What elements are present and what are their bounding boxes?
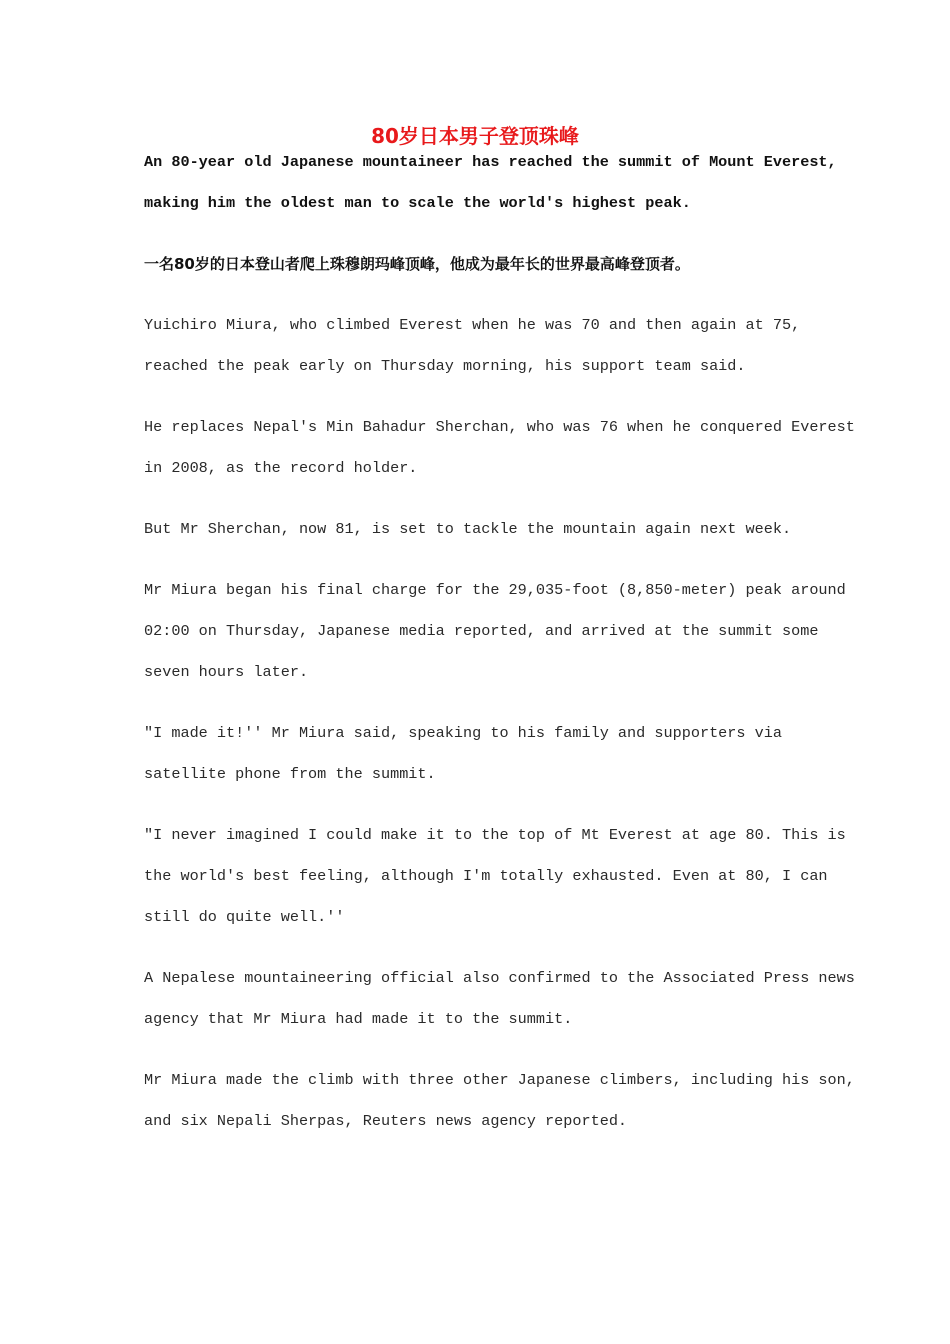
paragraph-7-line-2: agency that Mr Miura had made it to the summit. [144,1010,573,1028]
article-title: 80岁日本男子登顶珠峰 [371,124,579,148]
paragraph-2-line-1: He replaces Nepal's Min Bahadur Sherchan, who was 76 when he conquered Everest [144,418,855,436]
paragraph-7-line-1: A Nepalese mountaineering official also confirmed to the Associated Press news [144,969,855,987]
paragraph-6-line-1: "I never imagined I could make it to the top of Mt Everest at age 80. This is [144,826,846,844]
paragraph-4-line-2: 02:00 on Thursday, Japanese media reported, and arrived at the summit some [144,622,819,640]
intro-cn-line: 一名80岁的日本登山者爬上珠穆朗玛峰顶峰，他成为最年长的世界最高峰登顶者。 [144,255,690,273]
paragraph-1-line-2: reached the peak early on Thursday morning, his support team said. [144,357,746,375]
intro-en-line-1: An 80-year old Japanese mountaineer has reached the summit of Mount Everest, [144,153,837,171]
paragraph-2-line-2: in 2008, as the record holder. [144,459,418,477]
paragraph-6-line-3: still do quite well.'' [144,908,345,926]
paragraph-6-line-2: the world's best feeling, although I'm totally exhausted. Even at 80, I can [144,867,828,885]
paragraph-4-line-3: seven hours later. [144,663,309,681]
paragraph-8-line-1: Mr Miura made the climb with three other Japanese climbers, including his son, [144,1071,855,1089]
paragraph-4-line-1: Mr Miura began his final charge for the 29,035-foot (8,850-meter) peak around [144,581,846,599]
paragraph-1-line-1: Yuichiro Miura, who climbed Everest when he was 70 and then again at 75, [144,316,801,334]
paragraph-3-line-1: But Mr Sherchan, now 81, is set to tackle the mountain again next week. [144,520,792,538]
paragraph-5-line-2: satellite phone from the summit. [144,765,436,783]
paragraph-5-line-1: "I made it!'' Mr Miura said, speaking to his family and supporters via [144,724,782,742]
intro-en-line-2: making him the oldest man to scale the world's highest peak. [144,194,691,212]
paragraph-8-line-2: and six Nepali Sherpas, Reuters news agency reported. [144,1112,628,1130]
